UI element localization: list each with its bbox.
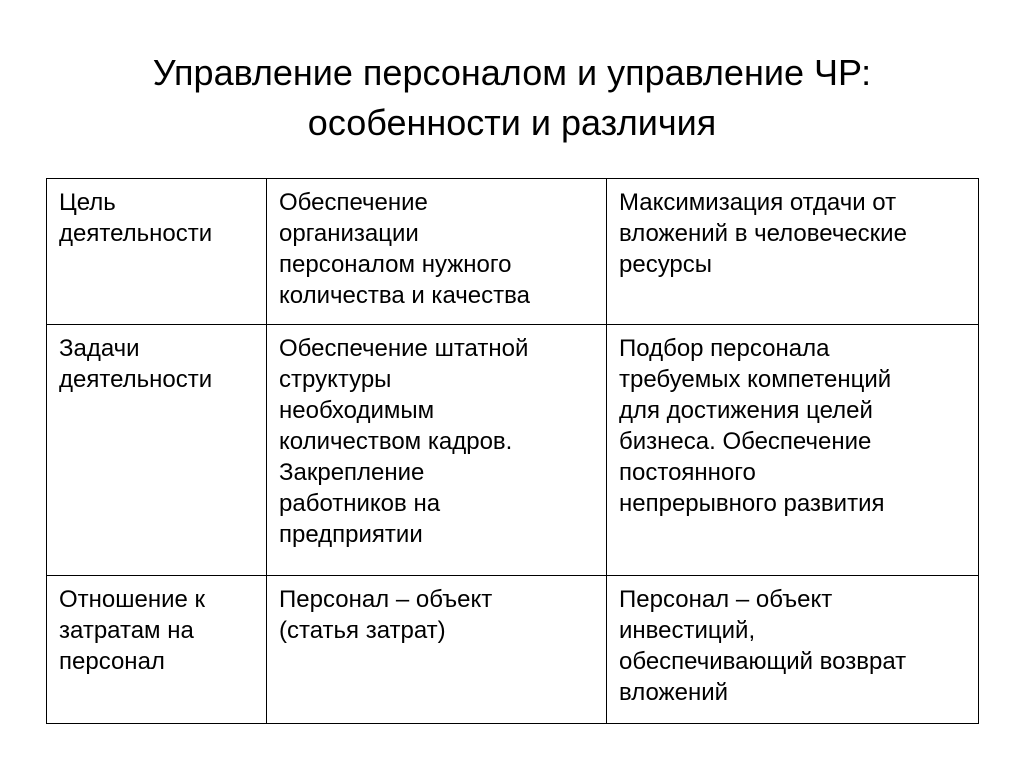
criterion-text: Задачи деятельности [59, 335, 213, 393]
comparison-table [46, 178, 979, 724]
table-cell-personnel-management [267, 576, 607, 724]
personnel-management-text: Обеспечение организации персоналом нужного количества и качества [279, 189, 530, 309]
table-row-tasks [47, 325, 979, 576]
table-cell-hr-management [607, 576, 979, 724]
hr-management-text: Подбор персонала требуемых компетенций для достижения целей бизнеса. Обеспечение постоянного непрерывного развития [619, 335, 892, 517]
slide-title [0, 48, 1024, 148]
slide-title-line-1: Управление персоналом и управление ЧР: [152, 52, 872, 93]
table-cell-criterion [47, 576, 267, 724]
hr-management-text: Максимизация отдачи от вложений в человеческие ресурсы [619, 189, 907, 278]
table-cell-criterion [47, 179, 267, 325]
criterion-text: Цель деятельности [59, 189, 213, 247]
personnel-management-text: Персонал – объект (статья затрат) [279, 586, 493, 644]
table-cell-hr-management [607, 325, 979, 576]
table-row-cost-attitude [47, 576, 979, 724]
hr-management-text: Персонал – объект инвестиций, обеспечивающий возврат вложений [619, 586, 907, 706]
personnel-management-text: Обеспечение штатной структуры необходимым количеством кадров. Закрепление работников на предприятии [279, 335, 529, 548]
table-cell-personnel-management [267, 179, 607, 325]
table-row-goal [47, 179, 979, 325]
slide-title-line-2: особенности и различия [307, 102, 717, 143]
table-cell-hr-management [607, 179, 979, 325]
table-cell-personnel-management [267, 325, 607, 576]
criterion-text: Отношение к затратам на персонал [59, 586, 206, 675]
table-cell-criterion [47, 325, 267, 576]
